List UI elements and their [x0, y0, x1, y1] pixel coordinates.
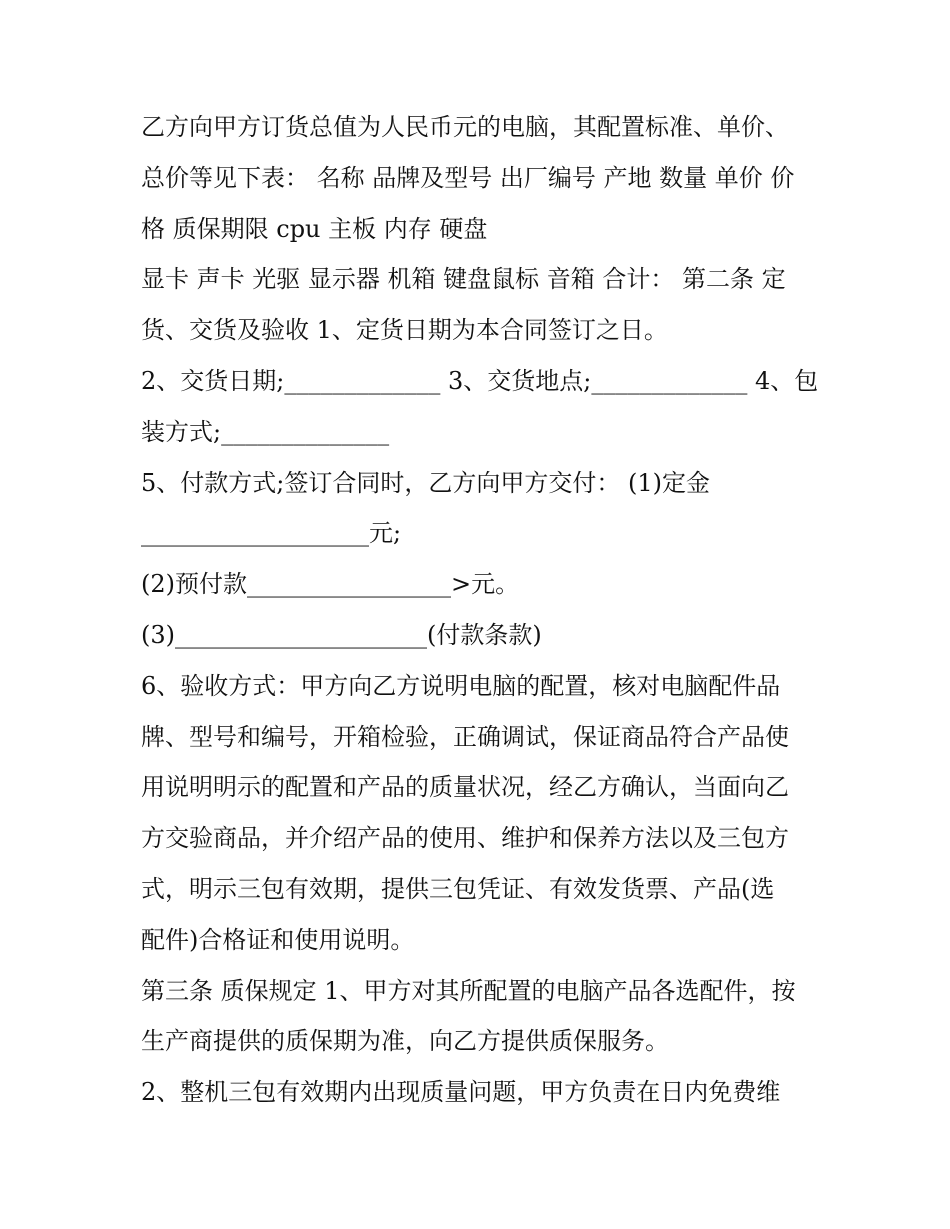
text-line-3: 格 质保期限 cpu 主板 内存 硬盘	[141, 214, 488, 243]
text-line-9: ___________________元;	[141, 519, 402, 548]
text-line-8: 5、付款方式;签订合同时，乙方向甲方交付： (1)定金	[141, 468, 710, 497]
text-line-10: (2)预付款_________________>元。	[141, 570, 520, 599]
text-line-18: 第三条 质保规定 1、甲方对其所配置的电脑产品各选配件，按	[141, 976, 796, 1005]
text-line-7: 装方式;______________	[141, 417, 390, 446]
text-line-15: 方交验商品，并介绍产品的使用、维护和保养方法以及三包方	[141, 824, 789, 853]
text-line-16: 式，明示三包有效期，提供三包凭证、有效发货票、产品(选	[141, 874, 775, 903]
text-line-14: 用说明明示的配置和产品的质量状况，经乙方确认，当面向乙	[141, 773, 789, 802]
text-line-4: 显卡 声卡 光驱 显示器 机箱 键盘鼠标 音箱 合计： 第二条 定	[141, 265, 786, 294]
document-body	[141, 102, 821, 1118]
text-line-20: 2、整机三包有效期内出现质量问题，甲方负责在日内免费维	[141, 1078, 781, 1107]
text-line-19: 生产商提供的质保期为准，向乙方提供质保服务。	[141, 1027, 669, 1056]
text-line-5: 货、交货及验收 1、定货日期为本合同签订之日。	[141, 316, 668, 345]
text-line-13: 牌、型号和编号，开箱检验，正确调试，保证商品符合产品使	[141, 722, 789, 751]
text-line-2: 总价等见下表： 名称 品牌及型号 出厂编号 产地 数量 单价 价	[141, 163, 795, 192]
text-line-11: (3)_____________________(付款条款)	[141, 620, 542, 649]
text-line-6: 2、交货日期;_____________ 3、交货地点;_____________ 4、包	[141, 366, 819, 395]
text-line-12: 6、验收方式：甲方向乙方说明电脑的配置，核对电脑配件品	[141, 671, 781, 700]
text-line-17: 配件)合格证和使用说明。	[141, 925, 415, 954]
text-line-1: 乙方向甲方订货总值为人民币元的电脑，其配置标准、单价、	[141, 113, 789, 141]
